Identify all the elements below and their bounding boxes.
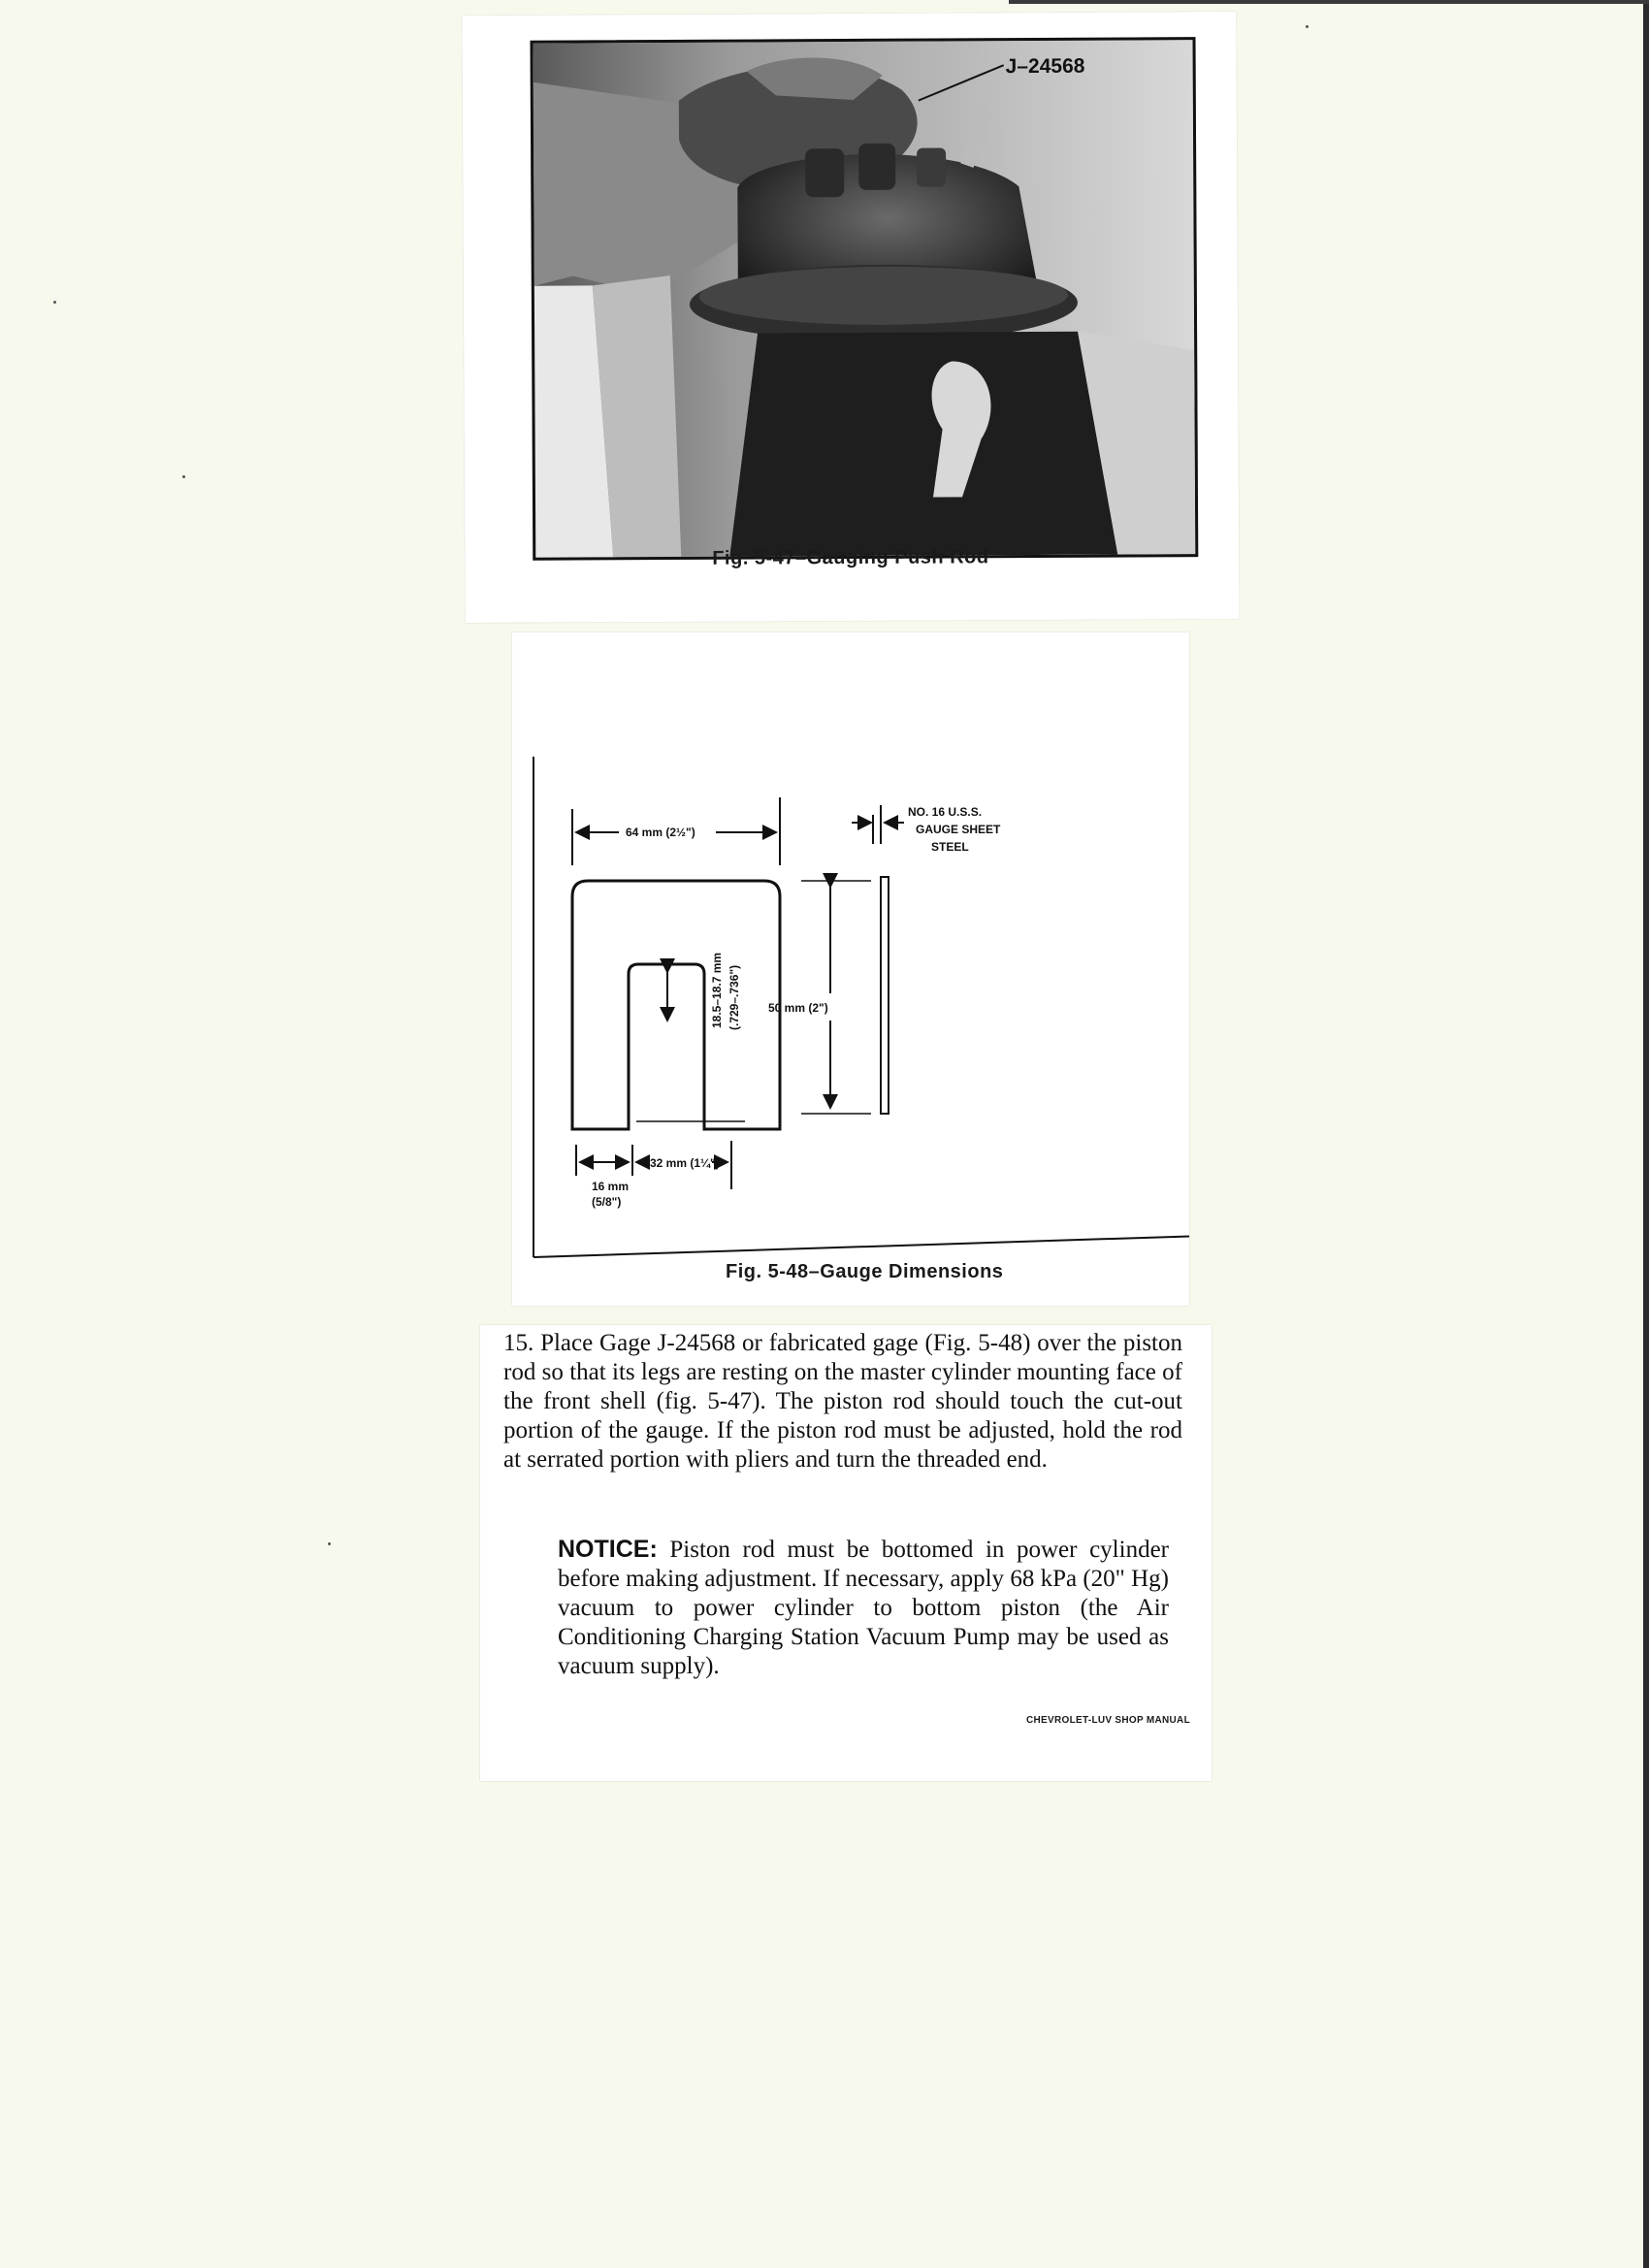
photo-illustration <box>534 40 1196 558</box>
cutout-width-label: 32 mm (1¼") <box>650 1156 720 1170</box>
tool-callout-label: J–24568 <box>1005 54 1085 79</box>
step-15-paragraph: 15. Place Gage J-24568 or fabricated gage (Fig. 5-48) over the piston rod so that its legs are resting on the master cylinder mounting face of the front shell (fig. 5-47). The piston rod should touch the cut-out portion of the gauge. If the piston rod must be adjusted, hold the rod at serrated portion with pliers and turn the threaded end. <box>503 1330 1182 1473</box>
scan-speck <box>53 301 56 304</box>
height-dimension-label: 50 mm (2") <box>768 1001 828 1015</box>
scan-speck <box>328 1542 331 1545</box>
notice-label: NOTICE: <box>558 1536 658 1563</box>
gauge-diagram-clipping <box>512 632 1189 1306</box>
scan-edge-top <box>1009 0 1649 4</box>
figure-caption: Fig. 5-47–Gauging Push Rod <box>712 546 989 569</box>
push-rod-photo <box>531 37 1199 561</box>
notice-text: Piston rod must be bottomed in power cylinder before making adjustment. If necessary, apply 68 kPa (20" Hg) vacuum to power cylinder to bottom piston (the Air Conditioning Charging Station Vacuum Pump may be used as vacuum supply). <box>558 1537 1169 1679</box>
scan-speck <box>1306 25 1309 28</box>
leg-width-label-mm: 16 mm <box>592 1180 630 1193</box>
photo-figure-clipping <box>462 12 1239 623</box>
callout-leader-line <box>909 51 1025 111</box>
material-spec-line-1: NO. 16 U.S.S. <box>908 805 983 819</box>
scan-edge-right <box>1643 0 1649 2268</box>
material-spec-line-3: STEEL <box>931 840 969 854</box>
material-spec-line-2: GAUGE SHEET <box>916 823 1001 836</box>
scan-speck <box>182 475 185 478</box>
notice-paragraph <box>558 1535 1169 1681</box>
top-width-dimension-label: 64 mm (2½") <box>626 826 695 839</box>
cutout-depth-label-mm: 18.5–18.7 mm <box>710 952 724 1028</box>
cutout-depth-label-in: (.729–.736") <box>728 964 741 1030</box>
leg-width-label-in: (5/8") <box>592 1195 622 1209</box>
instructions-clipping <box>480 1325 1212 1781</box>
figure-caption: Fig. 5-48–Gauge Dimensions <box>726 1261 1004 1282</box>
manual-footer: CHEVROLET-LUV SHOP MANUAL <box>1026 1715 1190 1726</box>
